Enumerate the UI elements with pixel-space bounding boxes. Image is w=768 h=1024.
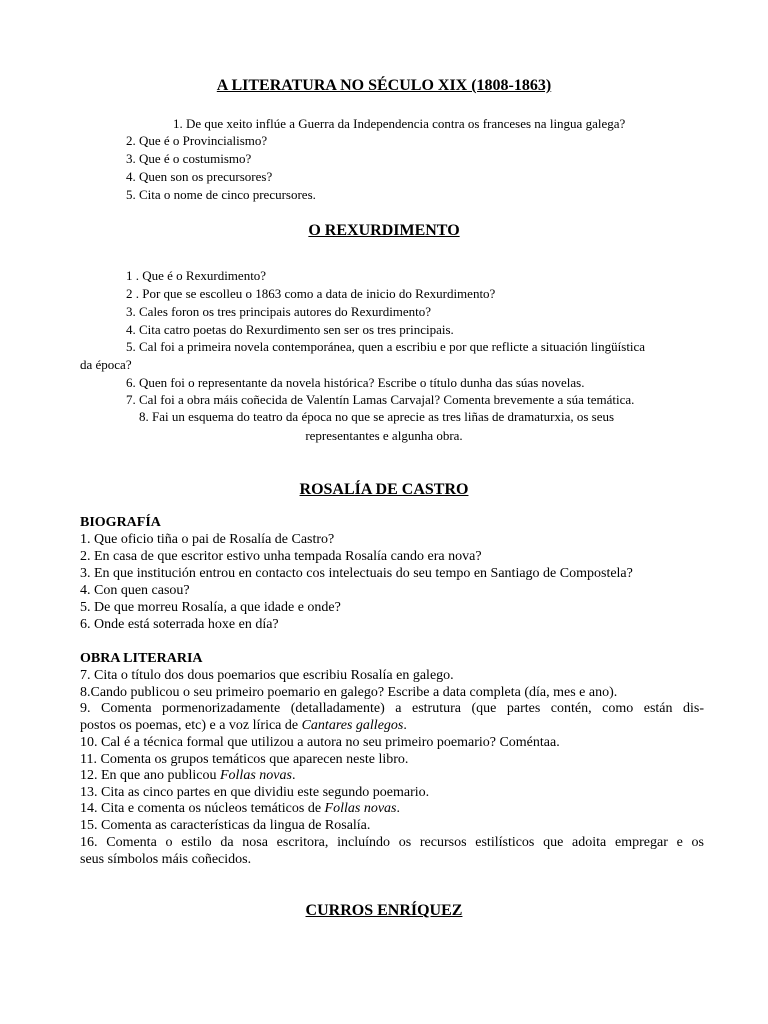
list-item: 3. Cales foron os tres principais autores do Rexurdimento? xyxy=(126,304,432,319)
list-item: 10. Cal é a técnica formal que utilizou a autora no seu primeiro poemario? Coméntaa. xyxy=(80,735,560,750)
list-item: 1. De que xeito inflúe a Guerra da Independencia contra os franceses na lingua galega? xyxy=(173,116,626,131)
list-item: 1. Que oficio tiña o pai de Rosalía de Castro? xyxy=(80,532,335,547)
book-title: Follas novas xyxy=(219,768,292,783)
subheading-biografia: BIOGRAFÍA xyxy=(80,515,161,530)
list-item: 6. Quen foi o representante da novela histórica? Escribe o título dunha das súas novelas. xyxy=(126,375,585,390)
list-item: 7. Cita o título dos dous poemarios que escribiu Rosalía en galego. xyxy=(80,668,454,683)
list-item: 8.Cando publicou o seu primeiro poemario en galego? Escribe a data completa (día, mes e ano). xyxy=(80,685,618,700)
list-item: 13. Cita as cinco partes en que dividiu este segundo poemario. xyxy=(80,785,430,800)
section-title-literatura: A LITERATURA NO SÉCULO XIX (1808-1863) xyxy=(216,77,552,94)
section-title-rexurdimento: O REXURDIMENTO xyxy=(308,222,460,239)
list-item: 4. Con quen casou? xyxy=(80,583,190,598)
text-run: 14. Cita e comenta os núcleos temáticos de xyxy=(80,801,325,816)
list-item: 2 . Por que se escolleu o 1863 como a data de inicio do Rexurdimento? xyxy=(126,286,496,301)
list-item xyxy=(80,800,400,817)
subheading-obra-literaria: OBRA LITERARIA xyxy=(80,651,203,666)
list-item-continuation xyxy=(80,717,407,734)
text-run: 12. En que ano publicou xyxy=(80,768,220,783)
section-title-rosalia: ROSALÍA DE CASTRO xyxy=(299,481,469,498)
list-item xyxy=(80,767,295,784)
list-item: 9. Comenta pormenorizadamente (detalladamente) a estrutura (que partes contén, como están dis- xyxy=(80,701,704,716)
list-item: 4. Cita catro poetas do Rexurdimento sen ser os tres principais. xyxy=(126,322,454,337)
list-item: 3. Que é o costumismo? xyxy=(126,151,252,166)
list-item-continuation: representantes e algunha obra. xyxy=(305,428,463,443)
list-item: 5. Cita o nome de cinco precursores. xyxy=(126,187,316,202)
book-title: Follas novas xyxy=(324,801,397,816)
list-item: 8. Fai un esquema do teatro da época no que se aprecie as tres liñas de dramaturxia, os seus xyxy=(139,409,615,424)
list-item: 3. En que institución entrou en contacto cos intelectuais do seu tempo en Santiago de Compostela? xyxy=(80,566,633,581)
list-item: 2. Que é o Provincialismo? xyxy=(126,133,268,148)
list-item-continuation: seus símbolos máis coñecidos. xyxy=(80,852,252,867)
list-item: 4. Quen son os precursores? xyxy=(126,169,273,184)
text-run: . xyxy=(291,768,296,783)
list-item: 7. Cal foi a obra máis coñecida de Valentín Lamas Carvajal? Comenta brevemente a súa temática. xyxy=(126,392,635,407)
section-title-curros: CURROS ENRÍQUEZ xyxy=(305,902,463,919)
list-item: 1 . Que é o Rexurdimento? xyxy=(126,268,267,283)
text-run: . xyxy=(403,718,407,733)
list-item: 6. Onde está soterrada hoxe en día? xyxy=(80,617,279,632)
list-item: 16. Comenta o estilo da nosa escritora, incluíndo os recursos estilísticos que adoita empregar e os xyxy=(80,835,704,850)
text-run: . xyxy=(396,801,400,816)
list-item: 5. Cal foi a primeira novela contemporánea, quen a escribiu e por que reflicte a situación lingüística xyxy=(126,339,646,354)
list-item-continuation: da época? xyxy=(80,357,132,372)
list-item: 15. Comenta as características da lingua de Rosalía. xyxy=(80,818,371,833)
list-item: 11. Comenta os grupos temáticos que aparecen neste libro. xyxy=(80,752,409,767)
list-item: 2. En casa de que escritor estivo unha tempada Rosalía cando era nova? xyxy=(80,549,482,564)
list-item: 5. De que morreu Rosalía, a que idade e onde? xyxy=(80,600,341,615)
text-run: postos os poemas, etc) e a voz lírica de xyxy=(80,718,302,733)
book-title: Cantares gallegos xyxy=(301,718,404,733)
